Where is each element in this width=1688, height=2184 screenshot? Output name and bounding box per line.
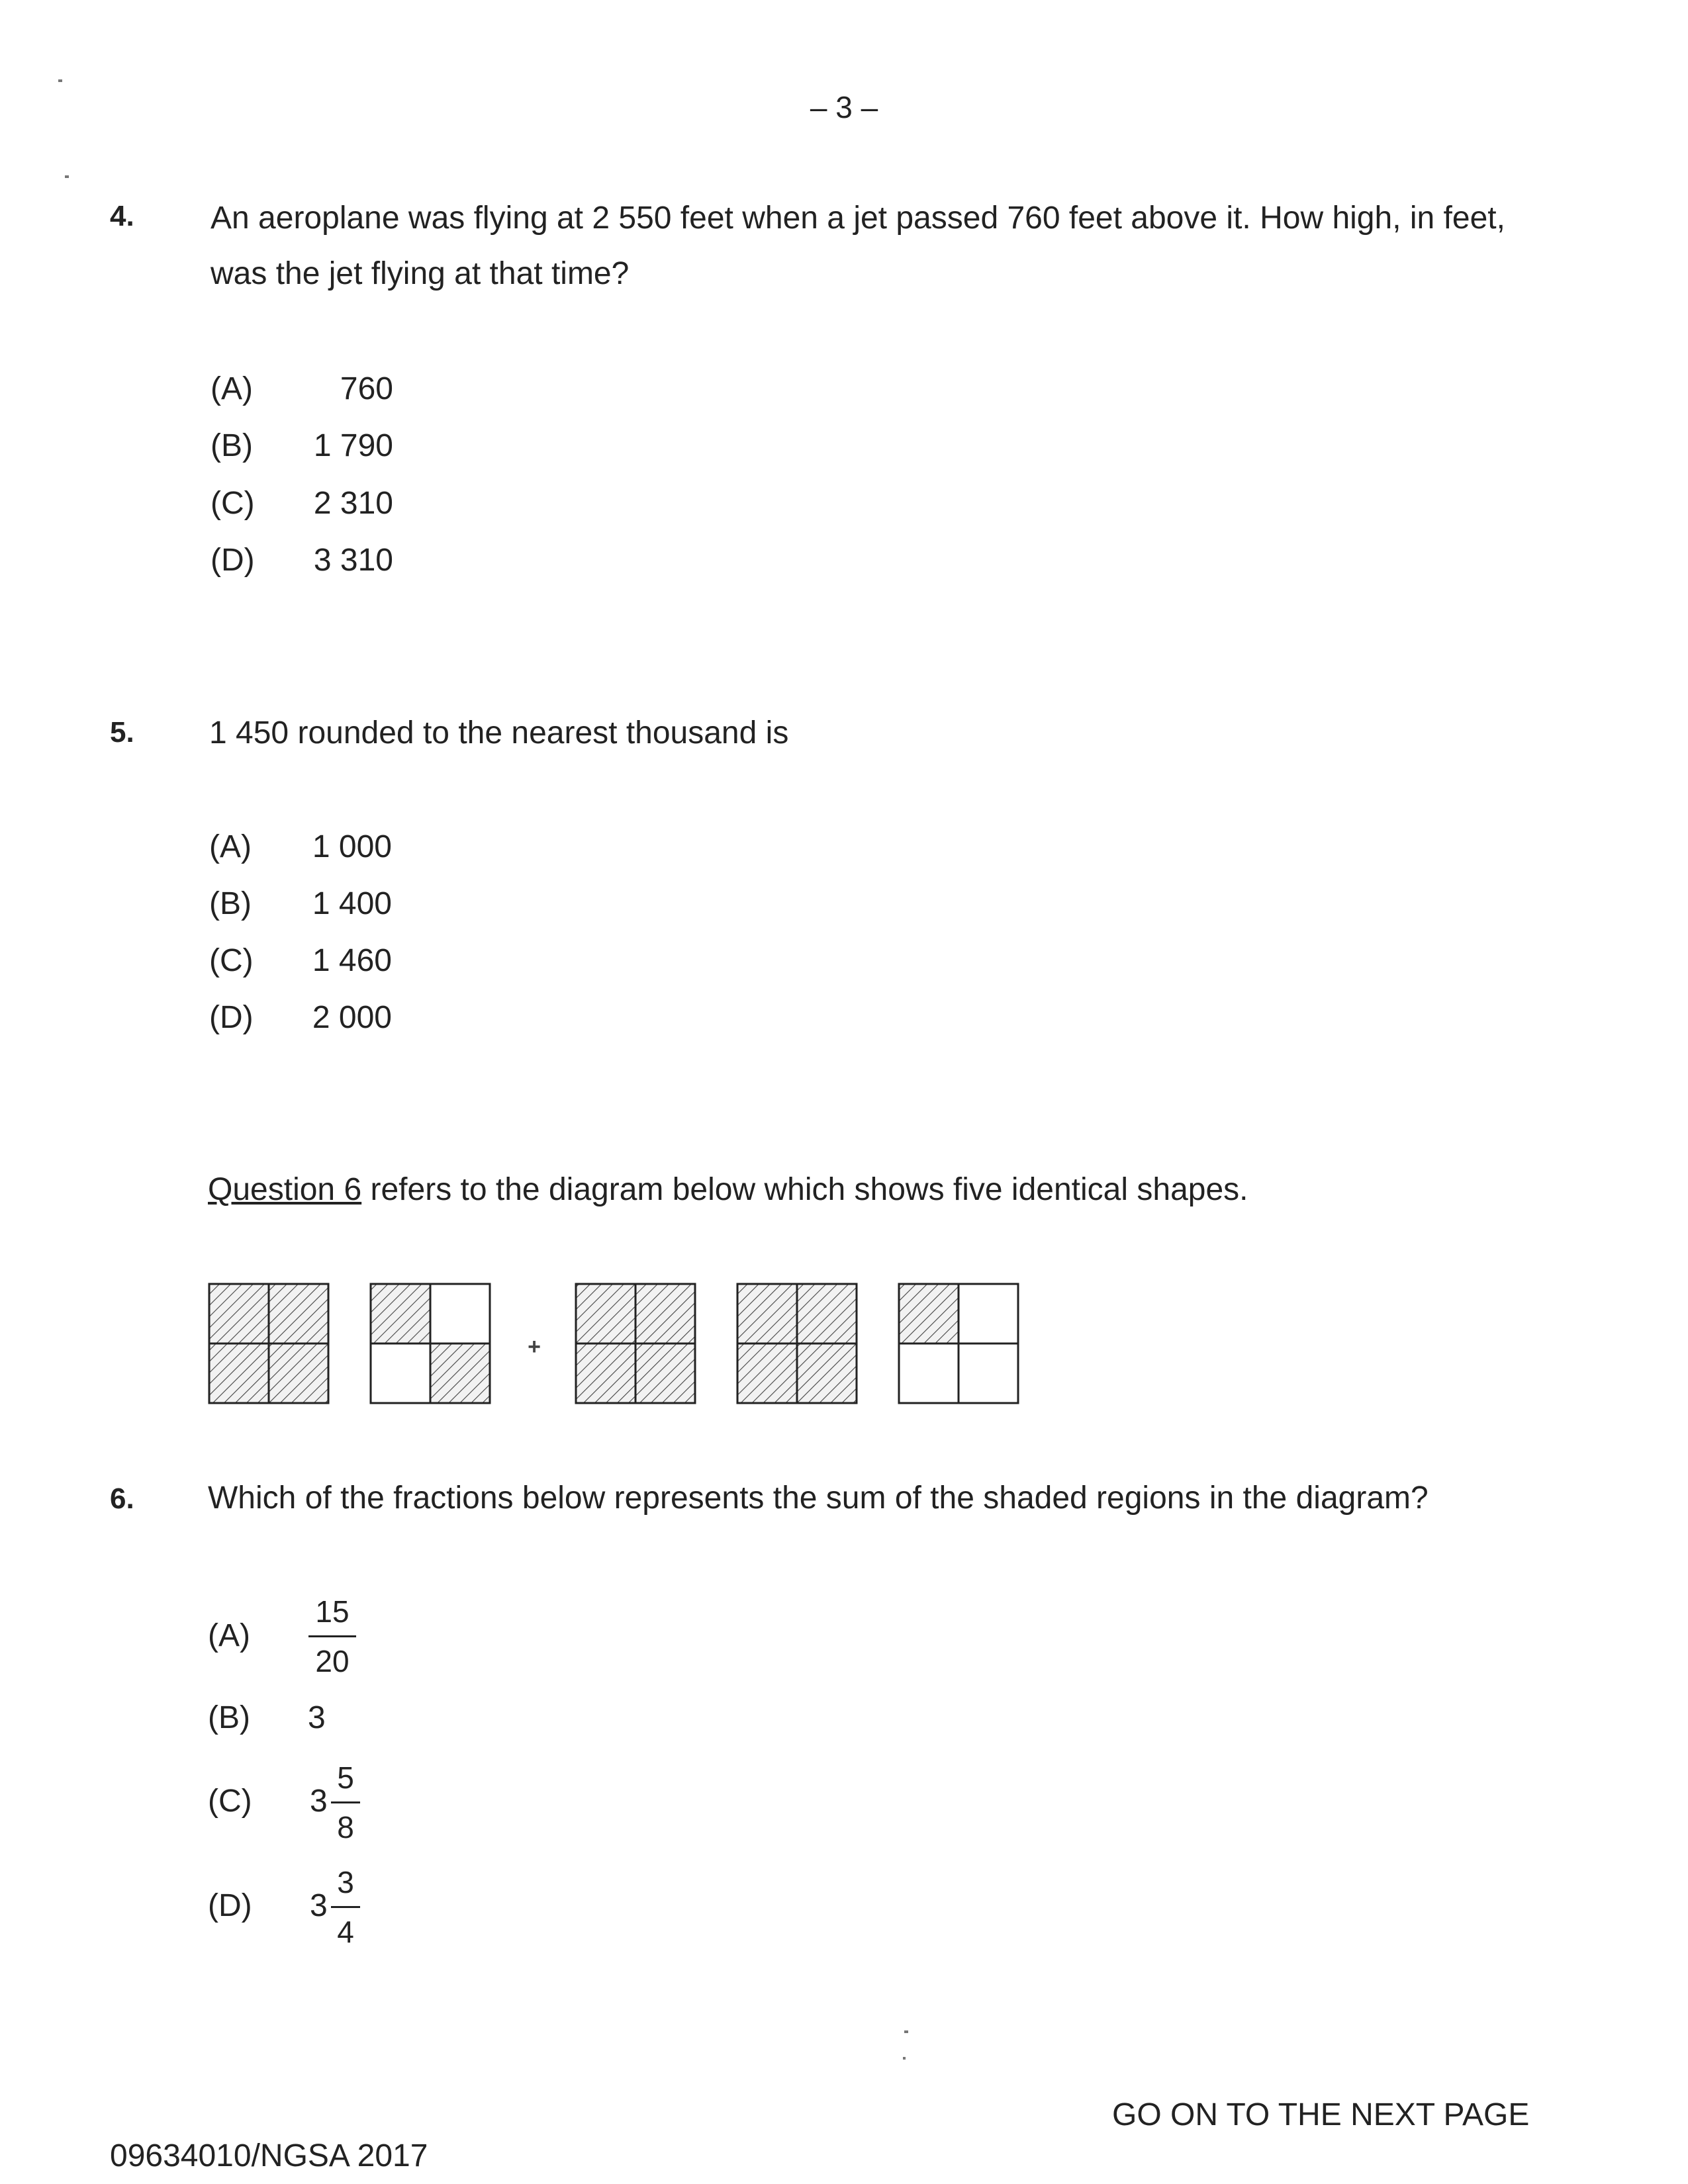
q4-option-b-value: 1 790 [313, 428, 393, 463]
scan-speck [904, 2030, 908, 2033]
q4-option-d-label: (D) [211, 543, 255, 578]
q4-option-c-label: (C) [211, 486, 255, 521]
q6-option-d-numerator: 3 [337, 1865, 354, 1899]
q4-option-b-label: (B) [211, 428, 253, 463]
question-4-text-line-2: was the jet flying at that time? [211, 256, 630, 291]
q5-option-d-label: (D) [209, 1000, 254, 1035]
q5-option-a-label: (A) [209, 829, 252, 864]
q6-option-a-numerator: 15 [315, 1594, 350, 1629]
shapes-diagram [199, 1271, 1059, 1416]
paper-code: 09634010/NGSA 2017 [110, 2138, 428, 2173]
q6-option-c-denominator: 8 [337, 1810, 354, 1844]
q6-option-d-label: (D) [208, 1888, 252, 1923]
question-5-number: 5. [110, 716, 134, 749]
diagram-intro-rest: refers to the diagram below which shows five identical shapes. [361, 1172, 1248, 1207]
question-4-number: 4. [110, 200, 134, 232]
q6-option-c-numerator: 5 [337, 1760, 354, 1795]
q6-option-d-whole: 3 [310, 1888, 328, 1923]
q5-option-b-label: (B) [209, 886, 252, 921]
question-5-text: 1 450 rounded to the nearest thousand is [209, 715, 789, 751]
fraction-bar [331, 1906, 360, 1908]
shape-3 [576, 1284, 695, 1403]
q4-option-c-value: 2 310 [313, 486, 393, 521]
q5-option-a-value: 1 000 [312, 829, 392, 864]
question-6-number: 6. [110, 1482, 134, 1515]
diagram-intro [208, 1162, 1248, 1218]
q6-option-a-denominator: 20 [315, 1644, 350, 1678]
shape-2 [371, 1284, 490, 1403]
q6-option-b-label: (B) [208, 1700, 250, 1735]
q6-option-d-fraction [331, 1862, 360, 1952]
plus-sign: + [528, 1334, 541, 1359]
question-4-text-line-1: An aeroplane was flying at 2 550 feet when a jet passed 760 feet above it. How high, in feet, [211, 201, 1505, 236]
q6-option-c-whole: 3 [310, 1784, 328, 1819]
fraction-bar [308, 1635, 356, 1637]
shape-5 [899, 1284, 1018, 1403]
q6-option-c-fraction [331, 1758, 360, 1847]
scan-speck [58, 79, 62, 82]
q5-option-c-label: (C) [209, 943, 254, 978]
q5-option-b-value: 1 400 [312, 886, 392, 921]
scan-speck [903, 2057, 906, 2060]
page-number: – 3 – [810, 90, 878, 124]
q4-option-a-label: (A) [211, 371, 253, 406]
q6-option-c-label: (C) [208, 1784, 252, 1819]
q6-option-a-label: (A) [208, 1618, 250, 1653]
question-6-text: Which of the fractions below represents the sum of the shaded regions in the diagram? [208, 1480, 1429, 1516]
shape-4 [737, 1284, 857, 1403]
q4-option-d-value: 3 310 [313, 543, 393, 578]
q5-option-c-value: 1 460 [312, 943, 392, 978]
shape-1 [209, 1284, 328, 1403]
q6-option-a-fraction [308, 1592, 356, 1681]
question-6-reference: Question 6 [208, 1172, 362, 1207]
q5-option-d-value: 2 000 [312, 1000, 392, 1035]
q6-option-b-value: 3 [308, 1700, 326, 1735]
fraction-bar [331, 1801, 360, 1803]
go-to-next-page: GO ON TO THE NEXT PAGE [1112, 2097, 1530, 2132]
q6-option-d-denominator: 4 [337, 1915, 354, 1949]
q4-option-a-value: 760 [340, 371, 393, 406]
scan-speck [65, 175, 69, 178]
